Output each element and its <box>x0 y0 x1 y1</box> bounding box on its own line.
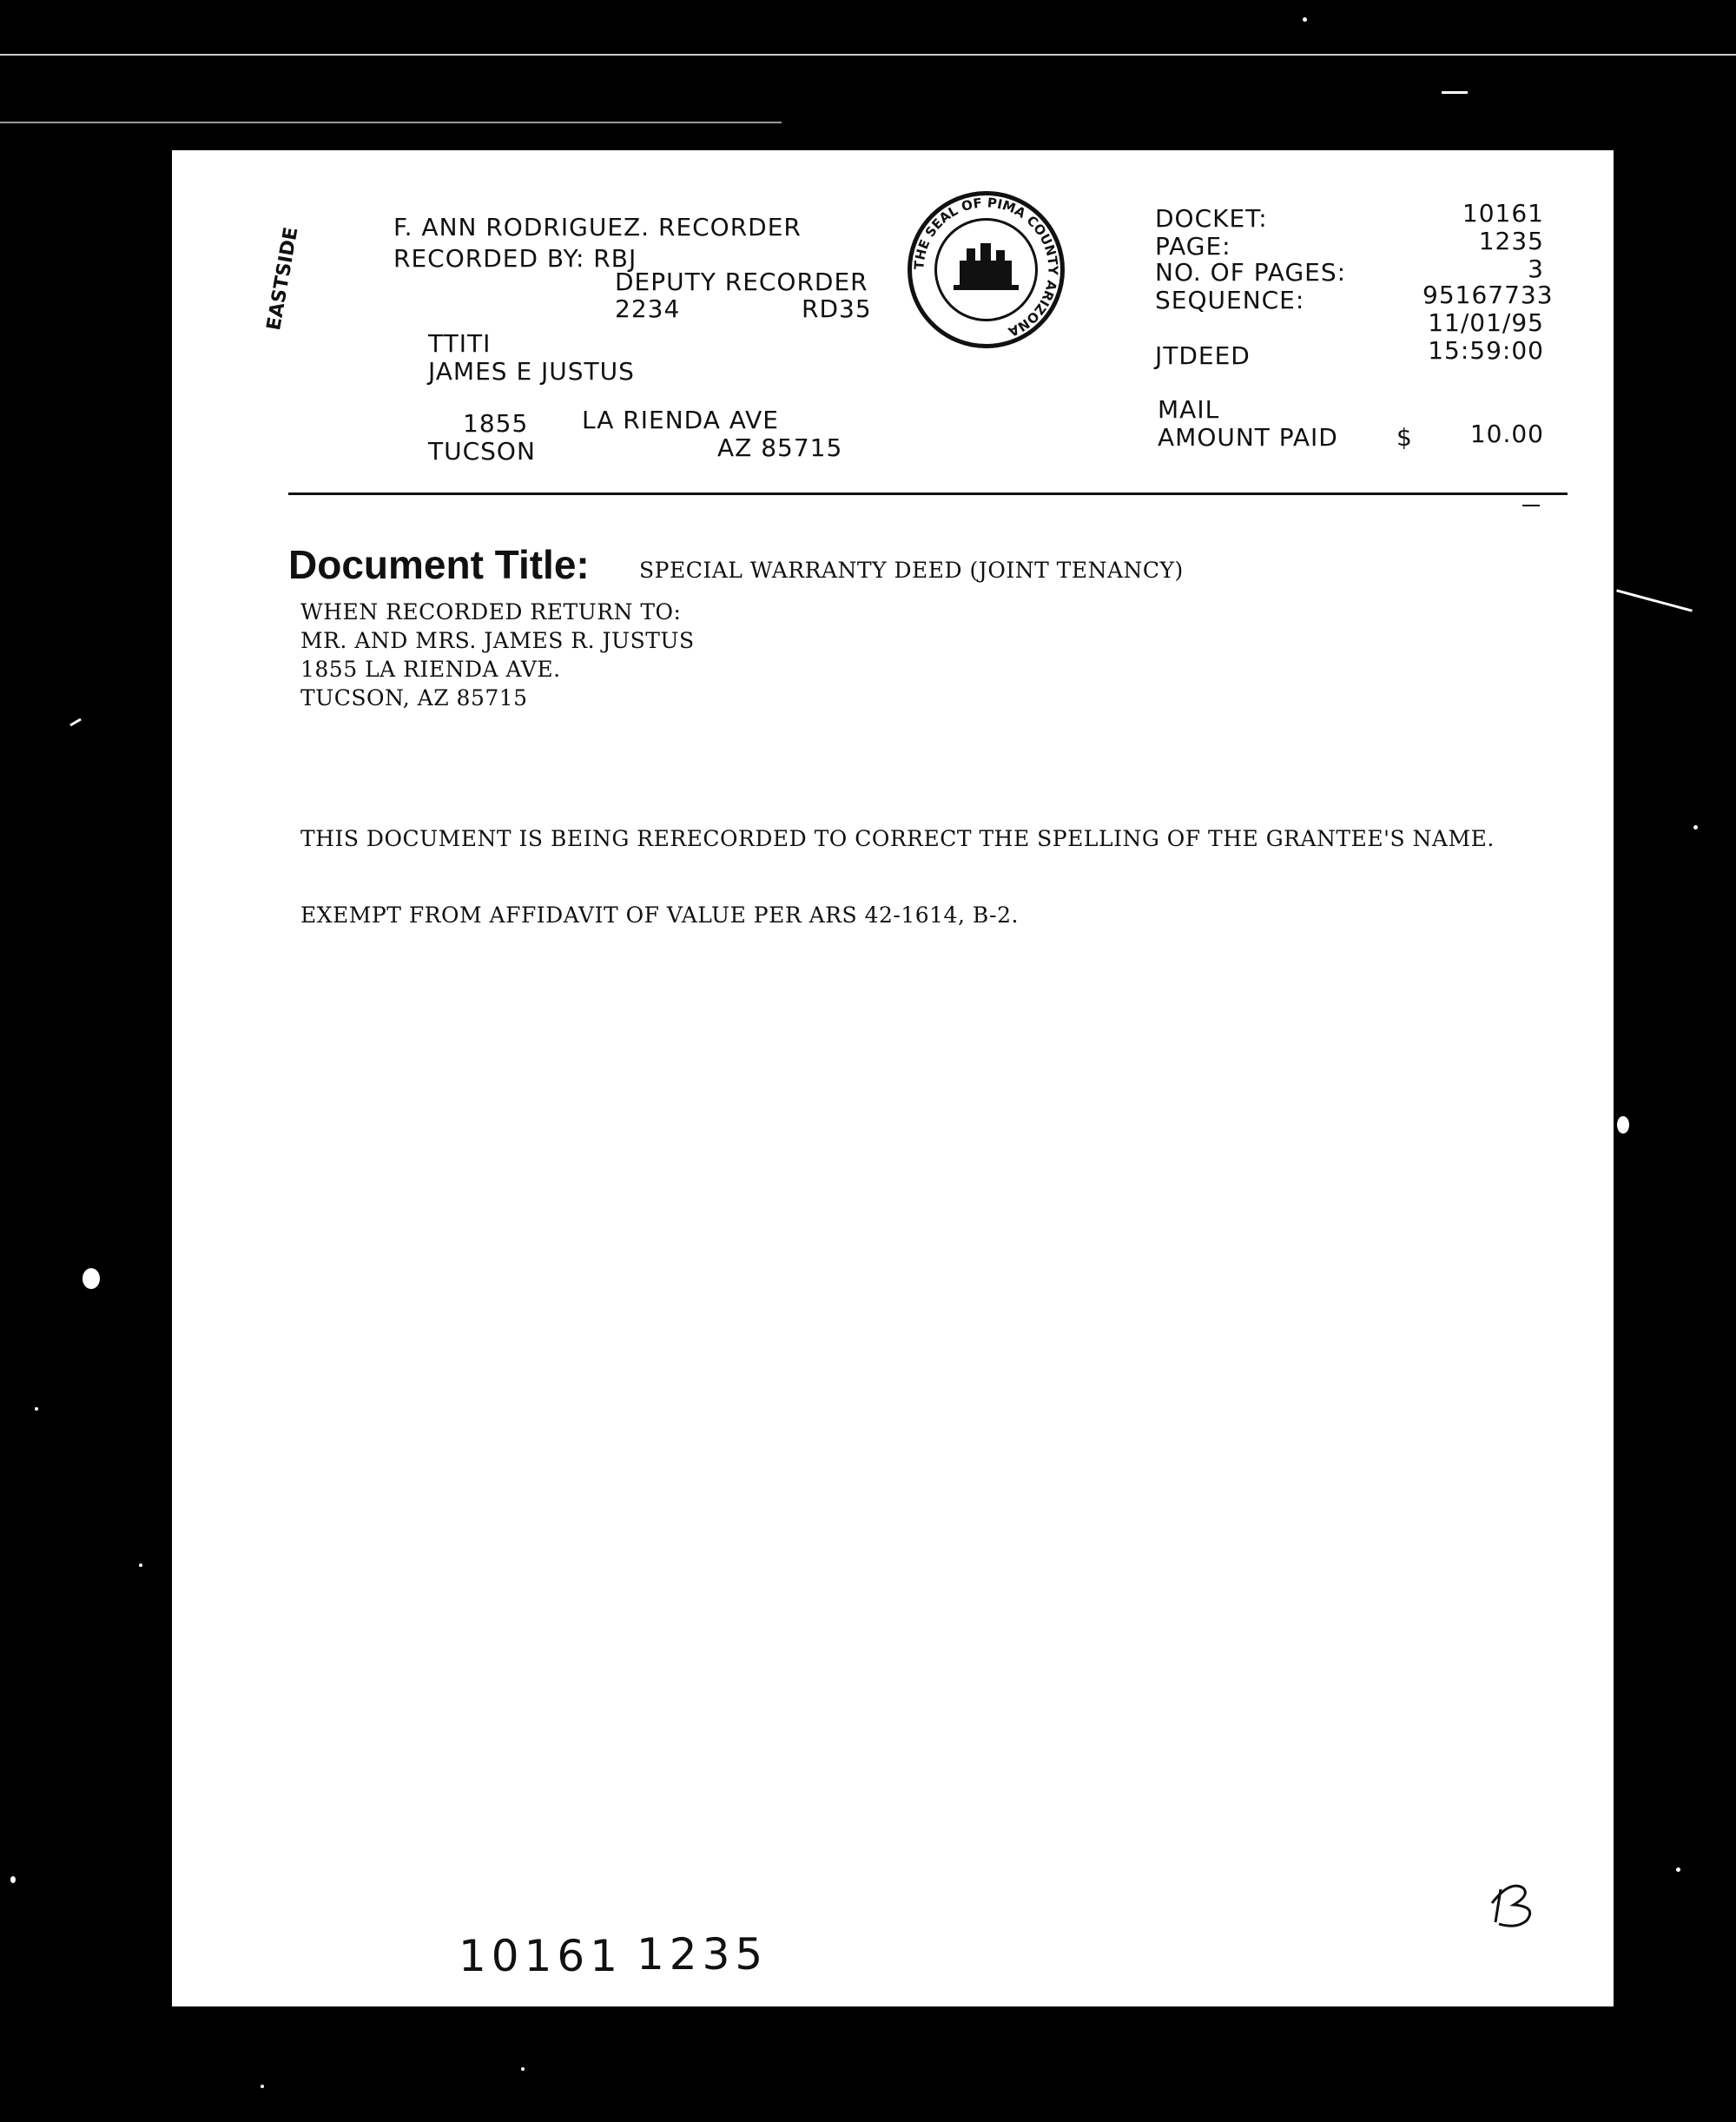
amount-paid-value: 10.00 <box>1469 420 1544 448</box>
recorded-by: RECORDED BY: RBJ <box>393 244 637 273</box>
document-title-value: SPECIAL WARRANTY DEED (JOINT TENANCY) <box>639 558 1184 583</box>
pages-value: 3 <box>1528 255 1544 283</box>
sequence-value: 95167733 <box>1422 281 1554 309</box>
document-type-code: JTDEED <box>1155 341 1251 370</box>
currency-symbol: $ <box>1396 423 1413 452</box>
record-date: 11/01/95 <box>1428 308 1544 337</box>
header-divider <box>288 492 1568 495</box>
record-time: 15:59:00 <box>1428 336 1544 365</box>
exemption-note: EXEMPT FROM AFFIDAVIT OF VALUE PER ARS 42-1614, B-2. <box>300 902 1019 928</box>
sequence-label: SEQUENCE: <box>1155 286 1305 314</box>
grantee-street-number: 1855 <box>463 409 529 438</box>
recorder-name: F. ANN RODRIGUEZ. RECORDER <box>393 213 802 241</box>
return-city: TUCSON, AZ 85715 <box>300 685 528 711</box>
grantee-name: JAMES E JUSTUS <box>428 357 635 386</box>
rerecord-note: THIS DOCUMENT IS BEING RERECORDED TO CORRECT THE SPELLING OF THE GRANTEE'S NAME. <box>300 826 1495 851</box>
seal-text: THE SEAL OF PIMA COUNTY ARIZONA <box>911 195 1061 340</box>
docket-value: 10161 <box>1462 199 1544 228</box>
amount-paid-label: AMOUNT PAID <box>1158 423 1338 452</box>
return-label: WHEN RECORDED RETURN TO: <box>300 599 682 625</box>
grantee-city: TUCSON <box>428 437 536 466</box>
return-street: 1855 LA RIENDA AVE. <box>300 657 561 682</box>
recorder-code-left: 2234 <box>615 294 681 323</box>
pages-label: NO. OF PAGES: <box>1155 258 1347 287</box>
eastside-stamp: EASTSIDE <box>263 225 303 333</box>
document-title-label: Document Title: <box>288 542 590 587</box>
grantee-line1: TTITI <box>428 329 492 358</box>
page-label: PAGE: <box>1155 232 1231 261</box>
docket-label: DOCKET: <box>1155 204 1268 233</box>
return-name: MR. AND MRS. JAMES R. JUSTUS <box>300 628 695 653</box>
recorded-document-page <box>172 150 1614 2006</box>
page-value: 1235 <box>1478 227 1544 255</box>
footer-page: 1235 <box>637 1929 769 1980</box>
deputy-recorder: DEPUTY RECORDER <box>615 268 868 296</box>
footer-docket: 10161 <box>459 1931 624 1981</box>
handwritten-initial-icon <box>1483 1879 1544 1931</box>
grantee-street: LA RIENDA AVE <box>582 406 779 434</box>
recorder-code-right: RD35 <box>802 294 872 323</box>
rule-mark <box>1522 505 1540 506</box>
grantee-state-zip: AZ 85715 <box>717 433 843 462</box>
county-seal-icon <box>906 189 1066 350</box>
delivery-method: MAIL <box>1158 395 1220 424</box>
